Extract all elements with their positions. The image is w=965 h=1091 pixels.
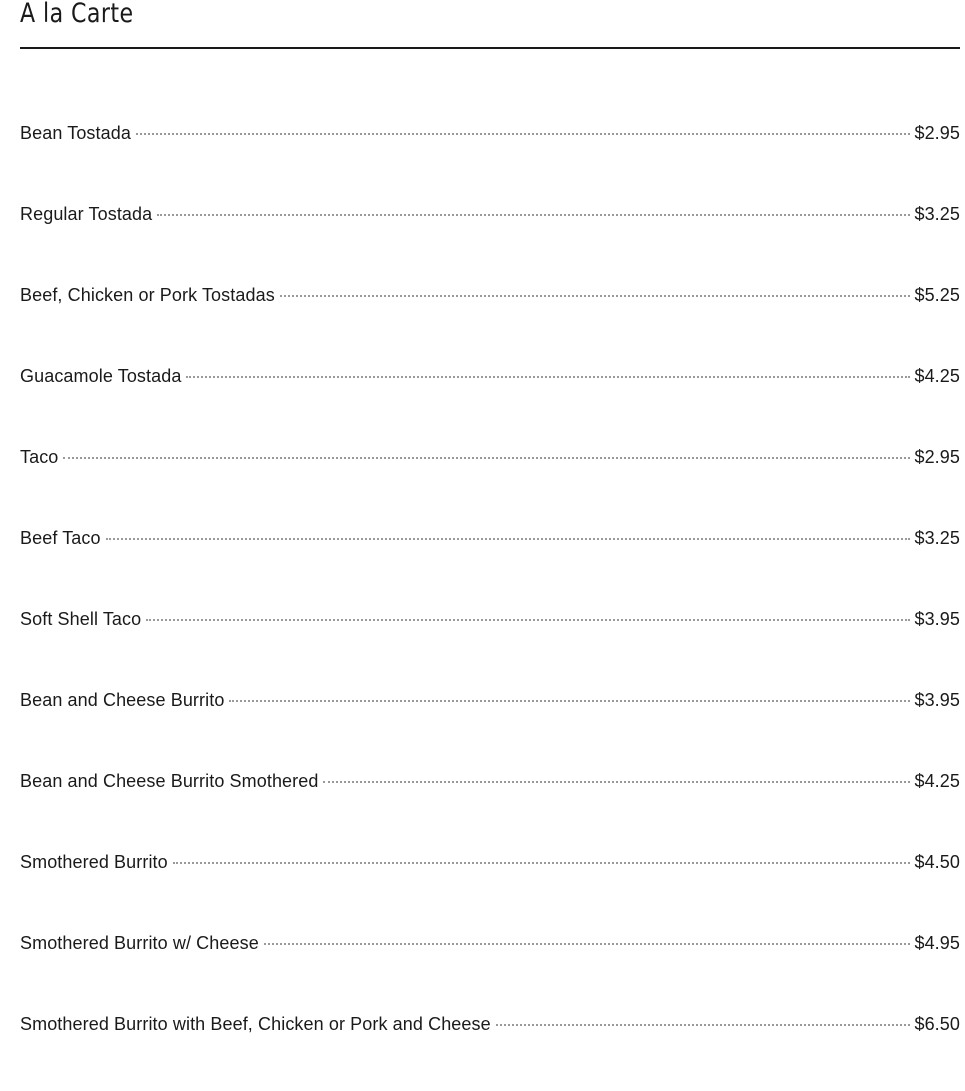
dot-leader	[186, 376, 910, 378]
menu-item	[20, 281, 960, 362]
title-divider	[20, 47, 960, 49]
dot-leader	[146, 619, 910, 621]
dot-leader	[63, 457, 910, 459]
dot-leader	[496, 1024, 911, 1026]
menu-item	[20, 524, 960, 605]
dot-leader	[280, 295, 911, 297]
menu-item-price: $5.25	[914, 285, 960, 305]
dot-leader	[157, 214, 910, 216]
dot-leader	[323, 781, 910, 783]
menu-item	[20, 1010, 960, 1091]
menu-item	[20, 362, 960, 443]
menu-item	[20, 200, 960, 281]
menu-item-name: Taco	[20, 447, 59, 467]
menu-item-price: $3.25	[914, 204, 960, 224]
menu-item-name: Bean and Cheese Burrito	[20, 690, 225, 710]
dot-leader	[106, 538, 911, 540]
menu-item	[20, 605, 960, 686]
menu-item-name: Bean and Cheese Burrito Smothered	[20, 771, 319, 791]
menu-item	[20, 119, 960, 200]
menu-item	[20, 848, 960, 929]
menu-item-price: $4.25	[914, 366, 960, 386]
dot-leader	[136, 133, 910, 135]
menu-item	[20, 929, 960, 1010]
menu-item-name: Smothered Burrito	[20, 852, 168, 872]
menu-item	[20, 443, 960, 524]
menu-item-name: Bean Tostada	[20, 123, 131, 143]
menu-item-price: $4.95	[914, 933, 960, 953]
menu-item-price: $4.50	[914, 852, 960, 872]
dot-leader	[264, 943, 911, 945]
menu-item-name: Beef, Chicken or Pork Tostadas	[20, 285, 275, 305]
menu-item-price: $3.95	[914, 690, 960, 710]
menu-item-price: $3.95	[914, 609, 960, 629]
menu-item-name: Smothered Burrito with Beef, Chicken or Pork and Cheese	[20, 1014, 491, 1034]
menu-item-price: $2.95	[914, 123, 960, 143]
menu-item-price: $2.95	[914, 447, 960, 467]
menu-item-price: $3.25	[914, 528, 960, 548]
menu-item-name: Guacamole Tostada	[20, 366, 182, 386]
menu-list	[20, 119, 960, 1091]
menu-item-name: Soft Shell Taco	[20, 609, 142, 629]
dot-leader	[229, 700, 910, 702]
menu-item-name: Beef Taco	[20, 528, 101, 548]
dot-leader	[173, 862, 911, 864]
menu-item-price: $4.25	[914, 771, 960, 791]
menu-item	[20, 767, 960, 848]
menu-item-name: Smothered Burrito w/ Cheese	[20, 933, 259, 953]
menu-item-price: $6.50	[914, 1014, 960, 1034]
menu-item	[20, 686, 960, 767]
menu-item-name: Regular Tostada	[20, 204, 153, 224]
section-title: A la Carte	[20, 0, 134, 29]
